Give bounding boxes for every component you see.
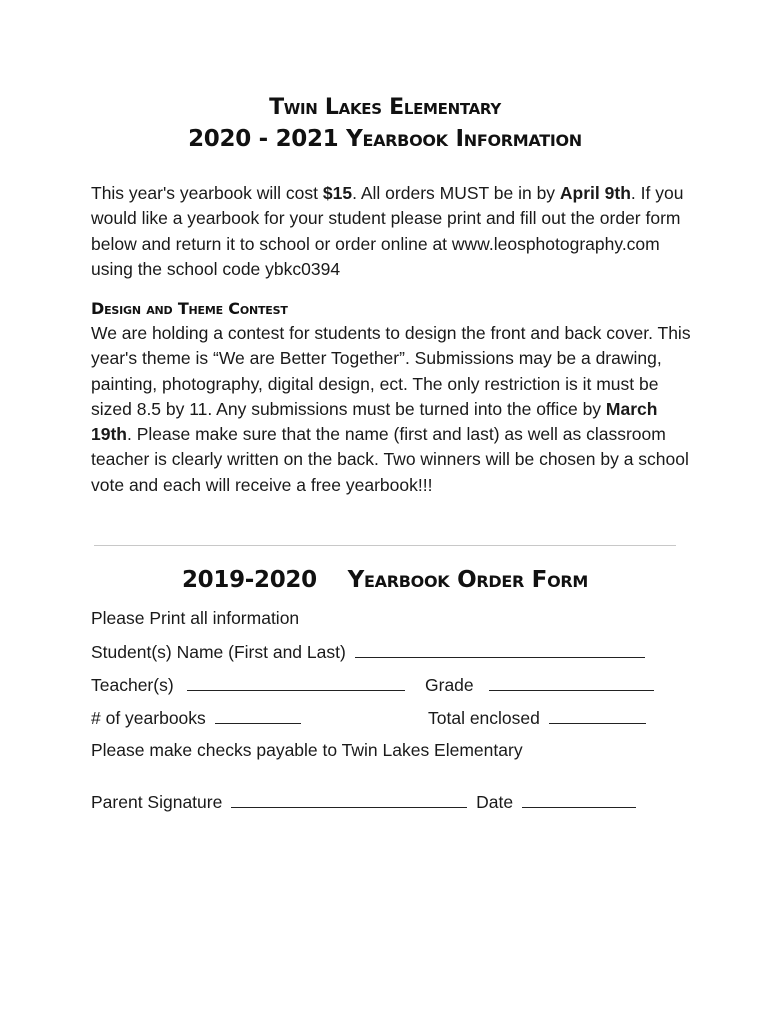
teacher-row (91, 674, 405, 696)
signature-row (91, 791, 636, 813)
student-name-label: Student(s) Name (First and Last) (91, 642, 346, 662)
signature-field[interactable] (231, 791, 467, 808)
contest-paragraph (91, 321, 691, 498)
grade-field[interactable] (489, 674, 654, 691)
intro-text-1: This year's yearbook will cost (91, 183, 323, 203)
student-name-row (91, 641, 645, 663)
contest-text-2: . Please make sure that the name (first and last) as well as classroom teacher is clearly written on the back. Two winners will be chosen by a school vote and each will receive a free yearbook!!! (91, 424, 689, 495)
yearbook-count-field[interactable] (215, 707, 301, 724)
student-name-field[interactable] (355, 641, 645, 658)
section-divider (94, 545, 676, 546)
order-deadline: April 9th (559, 183, 631, 203)
date-label: Date (476, 792, 514, 812)
intro-text-3: . If you would like a yearbook for your student please print and fill out the order form below and return it to school or order online at www.leosphotography.com using the school code ybkc0394 (91, 183, 684, 279)
yearbook-cost: $15 (322, 183, 353, 203)
total-row (428, 707, 646, 729)
intro-paragraph (91, 181, 691, 282)
school-title: Twin Lakes Elementary (269, 95, 501, 120)
contest-heading: Design and Theme Contest (91, 299, 288, 318)
yearbook-count-row (91, 707, 301, 729)
print-note: Please Print all information (91, 608, 300, 628)
yearbook-count-label: # of yearbooks (91, 708, 206, 728)
document-title: 2020 - 2021 Yearbook Information (188, 126, 582, 152)
teacher-label: Teacher(s) (91, 675, 174, 695)
grade-label: Grade (425, 675, 474, 695)
intro-text-2: . All orders MUST be in by (352, 183, 560, 203)
checks-note: Please make checks payable to Twin Lakes Elementary (91, 740, 523, 760)
total-label: Total enclosed (428, 708, 540, 728)
date-field[interactable] (522, 791, 636, 808)
order-form-title: 2019-2020 Yearbook Order Form (181, 567, 589, 593)
total-field[interactable] (549, 707, 646, 724)
teacher-field[interactable] (187, 674, 405, 691)
signature-label: Parent Signature (91, 792, 223, 812)
contest-text-1: We are holding a contest for students to design the front and back cover. This year's theme is “We are Better Together”. Submissions may be a drawing, painting, photography, digital design, ect. The only restriction is it must be sized 8.5 by 11. Any submissions must be turned into the office by (91, 323, 691, 419)
contest-deadline: March 19th (91, 398, 658, 445)
grade-row (425, 674, 654, 696)
